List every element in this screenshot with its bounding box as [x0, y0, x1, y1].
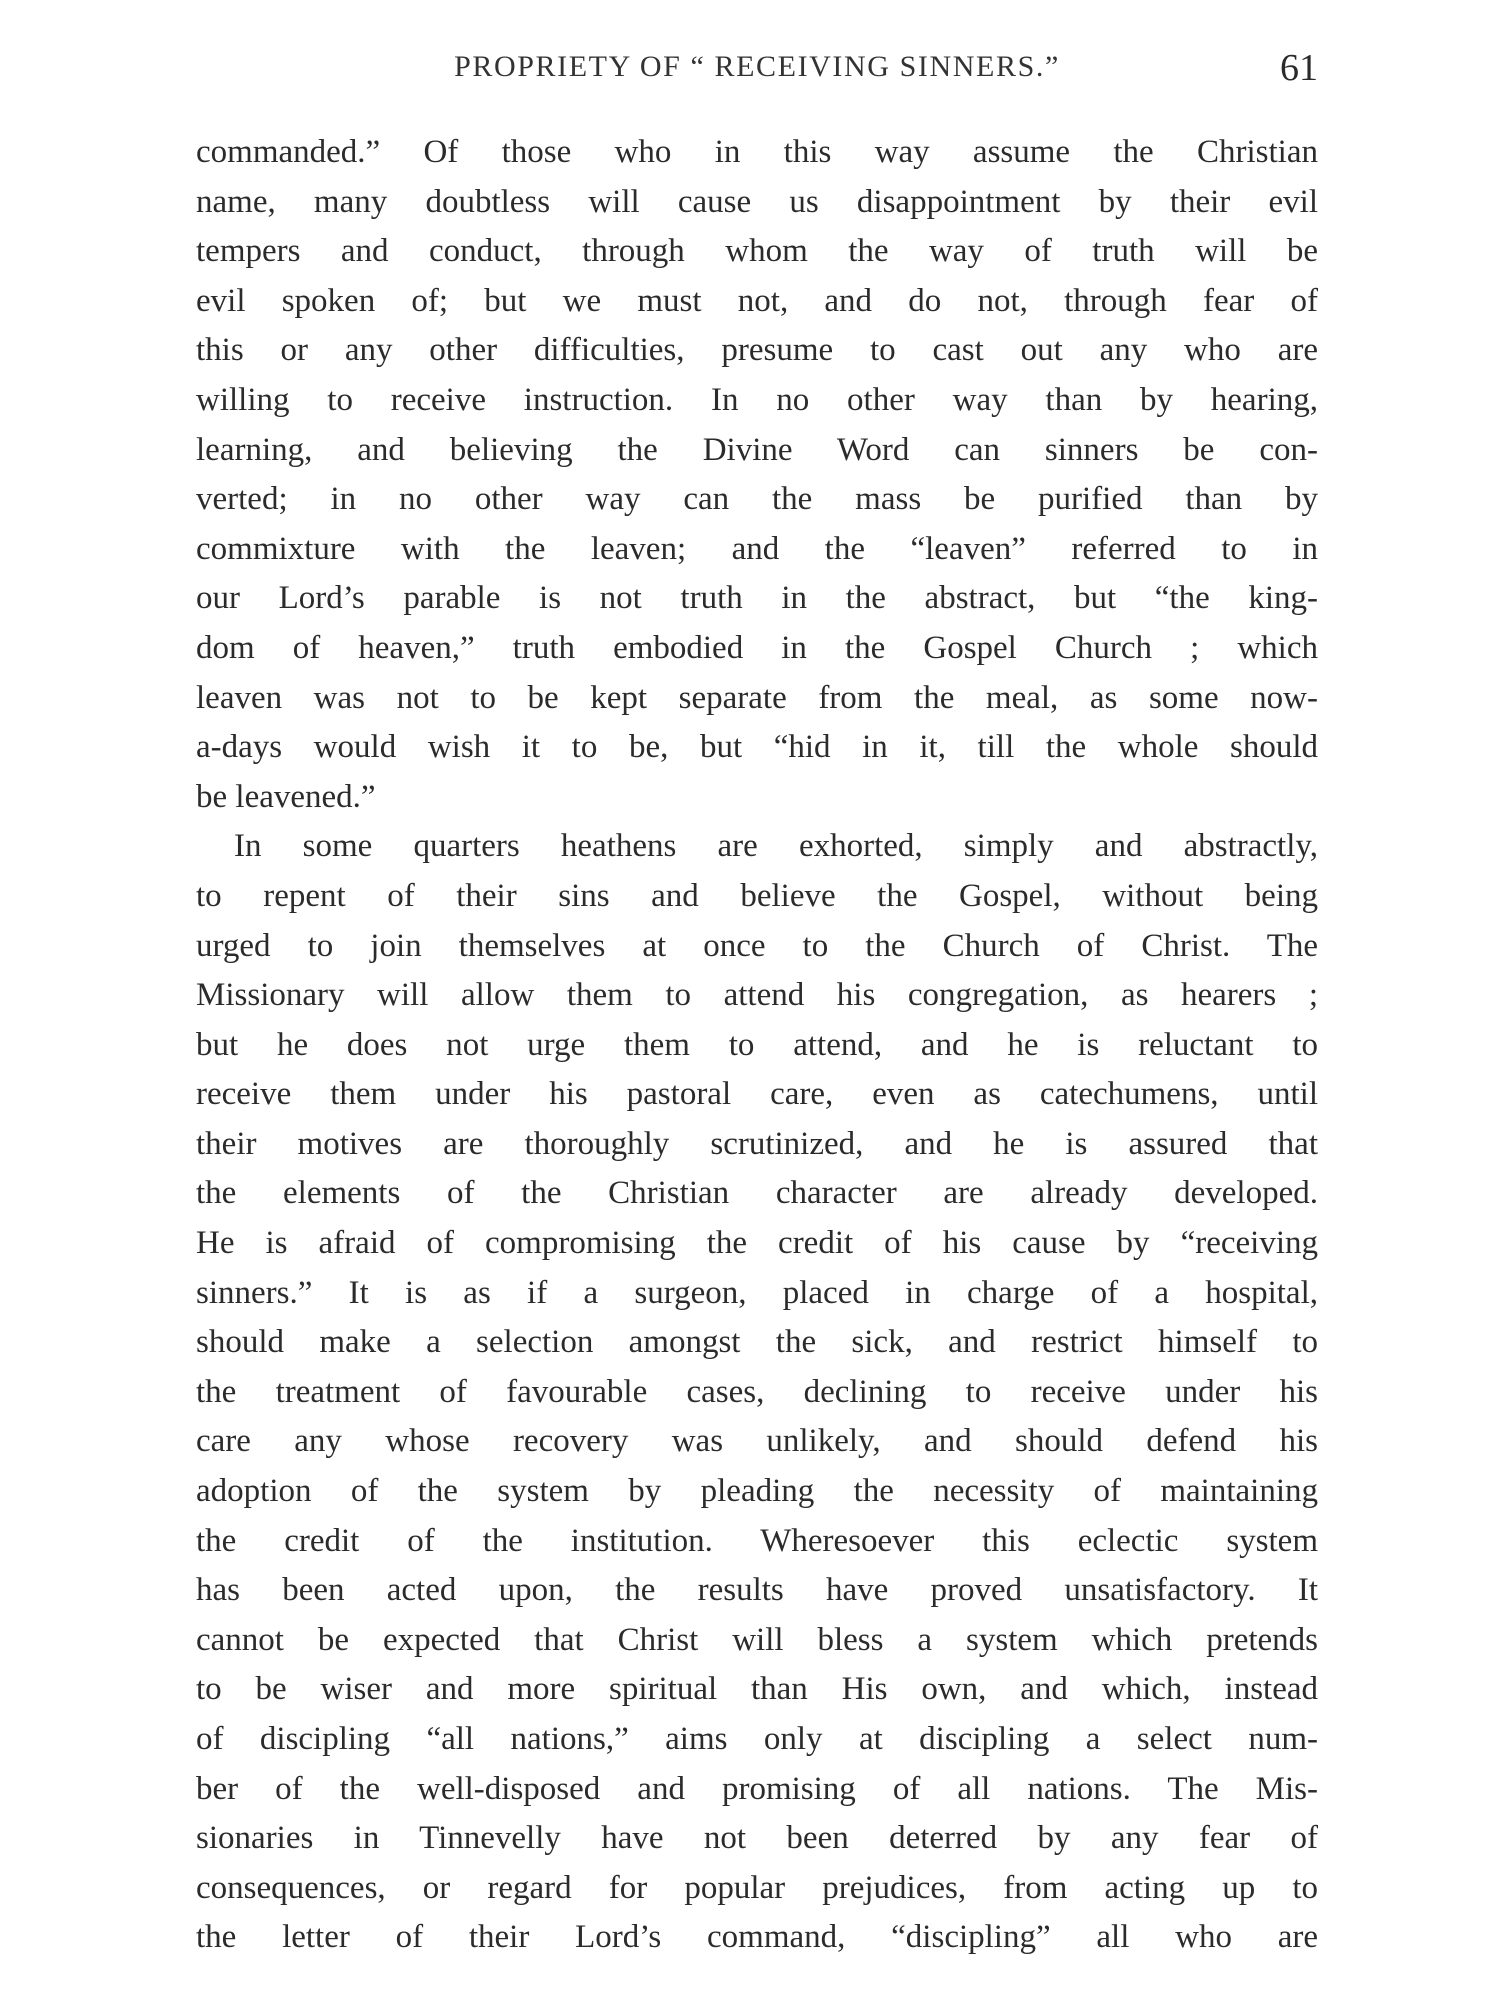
text-line: Missionary will allow them to attend his congregation, as hearers ; — [196, 977, 1318, 1014]
text-line: the credit of the institution. Wheresoever this eclectic system — [196, 1522, 1318, 1559]
running-title: PROPRIETY OF “ RECEIVING SINNERS.” — [454, 50, 1060, 83]
text-line: sionaries in Tinnevelly have not been deterred by any fear of — [196, 1820, 1318, 1857]
text-line: be leavened.” — [196, 778, 376, 815]
page-number: 61 — [1280, 47, 1318, 89]
text-line: In some quarters heathens are exhorted, simply and abstractly, — [234, 828, 1318, 865]
text-line: our Lord’s parable is not truth in the abstract, but “the king- — [196, 580, 1318, 617]
text-line: but he does not urge them to attend, and he is reluctant to — [196, 1026, 1318, 1063]
text-line: has been acted upon, the results have proved unsatisfactory. It — [196, 1572, 1318, 1609]
body-text — [196, 128, 1318, 1963]
paragraph-1 — [196, 128, 1318, 822]
text-line: commanded.” Of those who in this way assume the Christian — [196, 134, 1318, 170]
text-line: consequences, or regard for popular prejudices, from acting up to — [196, 1869, 1318, 1906]
text-line: to repent of their sins and believe the Gospel, without being — [196, 877, 1318, 914]
paragraph-2 — [196, 822, 1318, 1963]
text-line: should make a selection amongst the sick, and restrict himself to — [196, 1324, 1318, 1361]
text-line: name, many doubtless will cause us disappointment by their evil — [196, 183, 1318, 220]
text-line: care any whose recovery was unlikely, and should defend his — [196, 1423, 1318, 1460]
text-line: leaven was not to be kept separate from the meal, as some now- — [196, 679, 1318, 716]
text-line: this or any other difficulties, presume to cast out any who are — [196, 332, 1318, 369]
running-head — [196, 46, 1318, 98]
text-line: adoption of the system by pleading the necessity of maintaining — [196, 1473, 1318, 1510]
text-line: of discipling “all nations,” aims only at discipling a select num- — [196, 1721, 1318, 1757]
text-line: receive them under his pastoral care, even as catechumens, until — [196, 1076, 1318, 1113]
text-line: sinners.” It is as if a surgeon, placed in charge of a hospital, — [196, 1274, 1318, 1311]
text-line: the treatment of favourable cases, declining to receive under his — [196, 1373, 1318, 1410]
text-line: to be wiser and more spiritual than His own, and which, instead — [196, 1671, 1318, 1708]
text-line: urged to join themselves at once to the Church of Christ. The — [196, 927, 1318, 964]
text-line: willing to receive instruction. In no other way than by hearing, — [196, 381, 1318, 418]
text-line: the elements of the Christian character are already developed. — [196, 1175, 1318, 1212]
text-line: their motives are thoroughly scrutinized, and he is assured that — [196, 1125, 1318, 1162]
text-line: commixture with the leaven; and the “leaven” referred to in — [196, 530, 1318, 567]
text-line: dom of heaven,” truth embodied in the Gospel Church ; which — [196, 629, 1318, 666]
text-line: evil spoken of; but we must not, and do not, through fear of — [196, 282, 1318, 319]
text-line: a-days would wish it to be, but “hid in it, till the whole should — [196, 729, 1318, 766]
text-line: learning, and believing the Divine Word can sinners be con- — [196, 431, 1318, 468]
text-line: tempers and conduct, through whom the way of truth will be — [196, 233, 1318, 270]
text-line: the letter of their Lord’s command, “discipling” all who are — [196, 1919, 1318, 1956]
text-line: verted; in no other way can the mass be purified than by — [196, 481, 1318, 518]
text-line: ber of the well-disposed and promising of all nations. The Mis- — [196, 1770, 1318, 1807]
text-line: cannot be expected that Christ will bless a system which pretends — [196, 1621, 1318, 1658]
text-line: He is afraid of compromising the credit of his cause by “receiving — [196, 1225, 1318, 1262]
